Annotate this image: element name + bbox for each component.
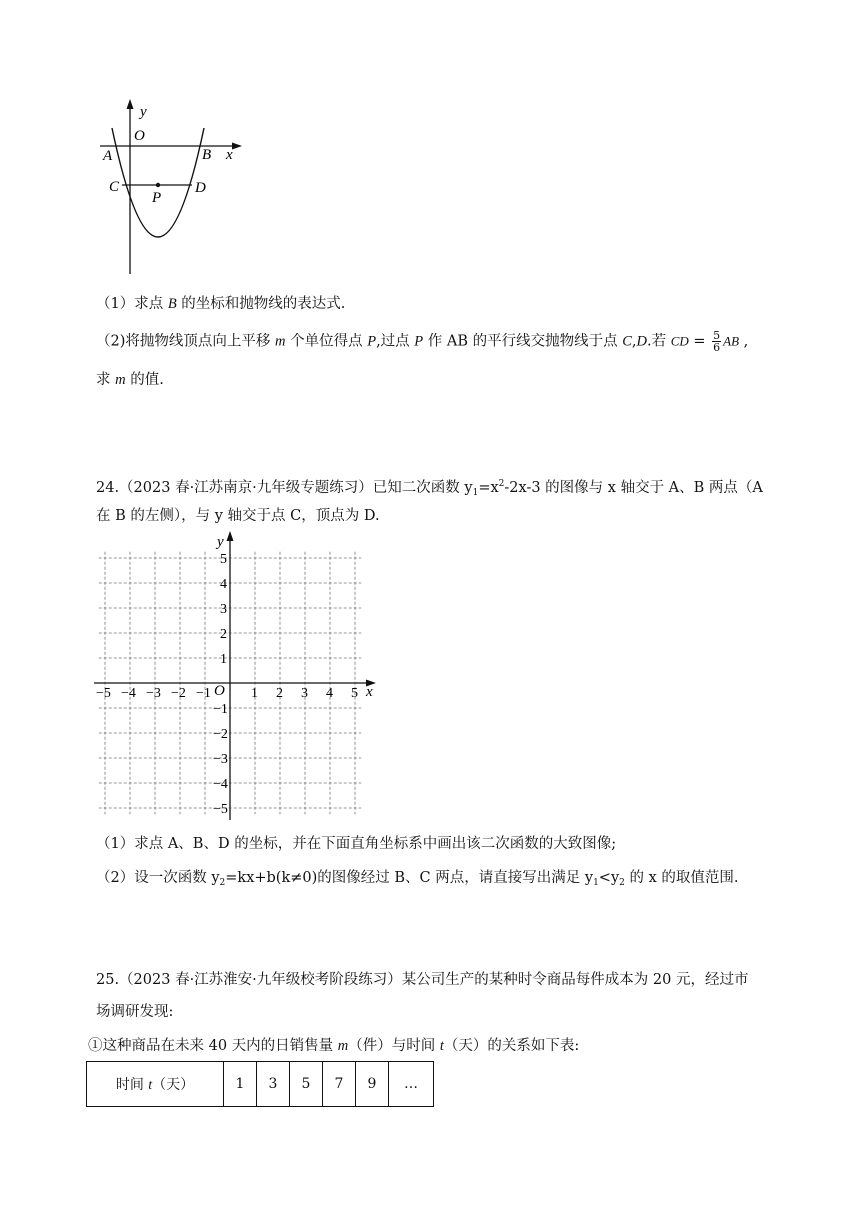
grid-x-label: x	[366, 684, 373, 700]
y-tick-label: −2	[213, 727, 228, 742]
x-tick-label: 4	[326, 686, 333, 701]
grid-y-label: y	[217, 534, 224, 550]
x-tick-label: 1	[251, 686, 258, 701]
q24-part1: （1）求点 A、B、D 的坐标，并在下面直角坐标系中画出该二次函数的大致图像;	[96, 836, 617, 852]
table-header-cell: 时间 t（天）	[87, 1062, 224, 1107]
y-tick-label: −3	[213, 752, 228, 767]
q24-stem-line2: 在 B 的左侧），与 y 轴交于点 C，顶点为 D.	[96, 508, 380, 524]
y-tick-label: −5	[213, 802, 228, 817]
coordinate-grid	[90, 530, 390, 822]
fraction-5-6: $\frac{5}{6}$	[713, 329, 721, 354]
q23-part1: （1）求点 B 的坐标和抛物线的表达式.	[96, 296, 346, 312]
fig1-label-B: B	[202, 147, 212, 163]
fig1-label-P: P	[152, 190, 162, 206]
q25-stem-line1: 25.（2023 春·江苏淮安·九年级校考阶段练习）某公司生产的某种时令商品每件成本为 20 元，经过市	[96, 972, 749, 988]
table-cell: 1	[224, 1062, 257, 1107]
y-tick-label: 4	[220, 577, 227, 592]
q24-part2: （2）设一次函数 $y_2=kx+b(k\ne 0)$的图像经过 B、C 两点，请直接写出满足 $y_1<y_2$ 的 x 的取值范围.	[96, 870, 739, 888]
x-tick-label: 2	[276, 686, 283, 701]
x-tick-label: 5	[351, 686, 358, 701]
y-tick-label: 5	[220, 552, 227, 567]
q23-part2-line2: 求 m 的值.	[96, 372, 164, 388]
y-tick-label: −1	[213, 702, 228, 717]
q25-stem-line3: ①这种商品在未来 40 天内的日销售量 m（件）与时间 t（天）的关系如下表:	[88, 1038, 580, 1054]
grid-origin-label: O	[214, 683, 225, 699]
x-tick-label: −5	[96, 686, 111, 701]
q25-stem-line2: 场调研发现:	[96, 1004, 174, 1020]
x-tick-label: −4	[121, 686, 136, 701]
fig1-label-x: x	[226, 147, 233, 163]
q24-stem-line1: 24.（2023 春·江苏南京·九年级专题练习）已知二次函数 $y_1=x^2-2x-3$ 的图像与 x 轴交于 A、B 两点（A	[96, 479, 763, 498]
table-cell: 7	[323, 1062, 356, 1107]
y-tick-label: 2	[220, 627, 227, 642]
x-tick-label: −2	[171, 686, 186, 701]
fig1-label-A: A	[103, 148, 113, 164]
y-tick-label: 3	[220, 602, 227, 617]
fig1-label-D: D	[195, 180, 206, 196]
fig1-label-y: y	[140, 104, 147, 120]
table-row	[87, 1062, 434, 1107]
x-tick-label: −1	[196, 686, 211, 701]
table-cell: 9	[356, 1062, 389, 1107]
table-cell: …	[389, 1062, 434, 1107]
table-cell: 5	[290, 1062, 323, 1107]
y-tick-label: −4	[213, 777, 228, 792]
x-tick-label: 3	[301, 686, 308, 701]
q23-part2: （2)将抛物线顶点向上平移 m 个单位得点 P,过点 P 作 AB 的平行线交抛物线于点 C,D.若 CD = $\frac{5}{6}$ AB ,	[96, 329, 749, 354]
y-tick-label: 1	[220, 652, 227, 667]
table-cell: 3	[257, 1062, 290, 1107]
fig1-label-O: O	[134, 128, 145, 144]
fig1-label-C: C	[109, 179, 120, 195]
sales-table	[86, 1061, 434, 1107]
x-tick-label: −3	[146, 686, 161, 701]
parabola-figure	[96, 96, 256, 278]
